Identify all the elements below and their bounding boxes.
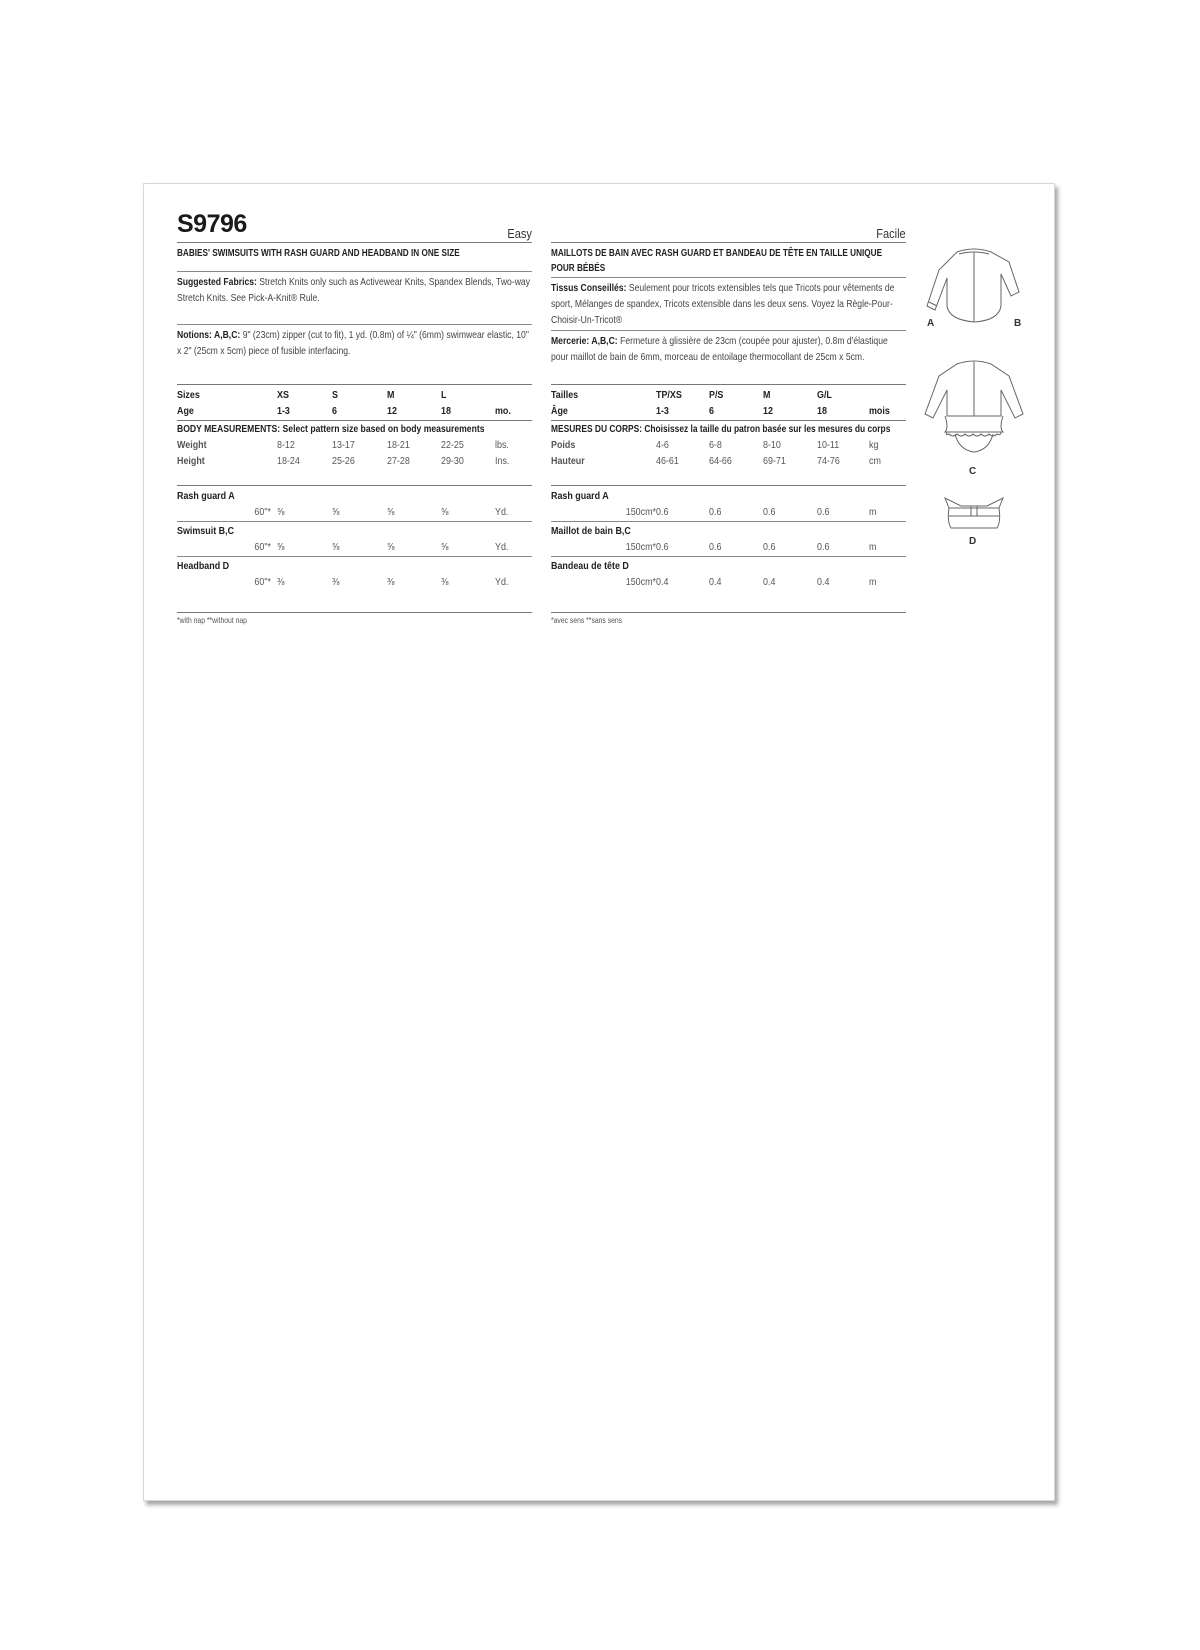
weight-label: Poids <box>551 439 576 451</box>
weight-value: 6-8 <box>709 439 722 451</box>
height-value: 46-61 <box>656 455 679 467</box>
pattern-title-fr: MAILLOTS DE BAIN AVEC RASH GUARD ET BANDEAU DE TÊTE EN TAILLE UNIQUE POUR BÉBÉS <box>551 248 883 274</box>
pattern-envelope-back <box>143 183 1055 1501</box>
view-label: Maillot de bain B,C <box>551 525 631 537</box>
yardage-value: ⅝ <box>441 506 449 518</box>
size-m: M <box>387 389 395 401</box>
age-value: 12 <box>387 405 397 417</box>
age-row-fr <box>551 403 906 419</box>
weight-row <box>177 437 532 453</box>
divider <box>551 612 906 613</box>
yardage-value: 0.6 <box>817 541 830 553</box>
sizes-label: Sizes <box>177 389 200 401</box>
yardage-view-row <box>177 488 532 504</box>
sizes-row-fr <box>551 387 906 403</box>
yardage-value: 0.6 <box>763 506 776 518</box>
body-measurements-text: BODY MEASUREMENTS: Select pattern size based on body measurements <box>177 423 485 435</box>
yardage-value: ⅝ <box>387 506 395 518</box>
yardage-value: 0.4 <box>709 576 722 588</box>
age-value: 6 <box>709 405 714 417</box>
view-label-d: D <box>969 536 977 547</box>
weight-value: 4-6 <box>656 439 669 451</box>
body-measurements-text: MESURES DU CORPS: Choisissez la taille du patron basée sur les mesures du corps <box>551 423 891 435</box>
fabrics-label: Suggested Fabrics: <box>177 276 257 288</box>
yardage-value: 0.4 <box>817 576 830 588</box>
yardage-value: 0.6 <box>763 541 776 553</box>
size-xs: TP/XS <box>656 389 682 401</box>
yardage-row-fr <box>551 574 906 590</box>
yardage-unit: m <box>869 506 877 518</box>
size-s: S <box>332 389 338 401</box>
yardage-view-row-fr <box>551 488 906 504</box>
yardage-value: 0.6 <box>817 506 830 518</box>
height-unit: Ins. <box>495 455 510 467</box>
divider <box>551 485 906 486</box>
yardage-row <box>177 574 532 590</box>
weight-value: 8-10 <box>763 439 781 451</box>
fabric-width: 60"* <box>254 541 271 553</box>
height-label: Height <box>177 455 205 467</box>
yardage-view-row <box>177 523 532 539</box>
divider <box>551 556 906 557</box>
divider <box>177 384 532 385</box>
body-measurements-heading-fr <box>551 421 906 437</box>
yardage-row <box>177 504 532 520</box>
yardage-row-fr <box>551 539 906 555</box>
yardage-value: ⅝ <box>332 506 340 518</box>
yardage-unit: m <box>869 576 877 588</box>
weight-row-fr <box>551 437 906 453</box>
age-label: Âge <box>551 405 568 417</box>
yardage-value: 0.4 <box>763 576 776 588</box>
fabric-width: 150cm* <box>625 541 656 553</box>
yardage-value: ⅜ <box>441 576 449 588</box>
view-label-b: B <box>1014 318 1022 329</box>
divider <box>177 556 532 557</box>
view-label-a: A <box>927 318 935 329</box>
yardage-value: ⅝ <box>387 541 395 553</box>
yardage-unit: Yd. <box>495 541 509 553</box>
fabric-width: 150cm* <box>625 576 656 588</box>
suggested-fabrics-fr <box>551 280 906 328</box>
weight-value: 22-25 <box>441 439 464 451</box>
yardage-unit: Yd. <box>495 576 509 588</box>
notions <box>177 327 532 359</box>
fabrics-text: Stretch Knits only such as Activewear Knits, Spandex Blends, Two-way Stretch Knits. See Pick-A-Knit® Rule. <box>177 276 531 304</box>
size-xs: XS <box>277 389 289 401</box>
divider <box>551 330 906 331</box>
size-l: L <box>441 389 447 401</box>
age-value: 18 <box>817 405 827 417</box>
view-label: Rash guard A <box>551 490 609 502</box>
height-label: Hauteur <box>551 455 585 467</box>
divider <box>551 277 906 278</box>
rash-guard-illustration-icon <box>919 234 1029 329</box>
pattern-title: BABIES' SWIMSUITS WITH RASH GUARD AND HEADBAND IN ONE SIZE <box>177 248 460 259</box>
divider <box>177 271 532 272</box>
weight-unit: lbs. <box>495 439 509 451</box>
yardage-row <box>177 539 532 555</box>
height-row-fr <box>551 453 906 469</box>
age-value: 1-3 <box>656 405 669 417</box>
yardage-unit: Yd. <box>495 506 509 518</box>
divider <box>177 485 532 486</box>
footnote: *with nap **without nap <box>177 616 247 625</box>
age-value: 18 <box>441 405 451 417</box>
view-label: Headband D <box>177 560 230 572</box>
height-value: 74-76 <box>817 455 840 467</box>
headband-illustration-icon <box>919 494 1029 534</box>
view-label-c: C <box>969 466 977 477</box>
yardage-value: ⅜ <box>387 576 395 588</box>
yardage-view-row <box>177 558 532 574</box>
weight-label: Weight <box>177 439 207 451</box>
sizes-row <box>177 387 532 403</box>
divider <box>551 242 906 243</box>
age-unit: mo. <box>495 405 511 417</box>
height-row <box>177 453 532 469</box>
yardage-value: ⅝ <box>277 541 285 553</box>
yardage-value: ⅝ <box>332 541 340 553</box>
fabric-width: 60"* <box>254 506 271 518</box>
notions-label: Notions: A,B,C: <box>177 329 241 341</box>
yardage-value: 0.6 <box>709 506 722 518</box>
weight-value: 8-12 <box>277 439 295 451</box>
suggested-fabrics <box>177 274 532 306</box>
view-label: Bandeau de tête D <box>551 560 629 572</box>
fabrics-text-fr: Seulement pour tricots extensibles tels que Tricots pour vêtements de sport, Mélanges de spandex, Tricots extensible dans les deux sens. Voyez la Règle-Pour-Choisir-Un-Tricot® <box>551 282 895 326</box>
yardage-value: 0.6 <box>709 541 722 553</box>
difficulty-level: Easy <box>507 226 532 241</box>
notions-label-fr: Mercerie: A,B,C: <box>551 335 618 347</box>
yardage-value: ⅝ <box>277 506 285 518</box>
view-label: Rash guard A <box>177 490 235 502</box>
fabric-width: 60"* <box>254 576 271 588</box>
height-value: 64-66 <box>709 455 732 467</box>
weight-value: 13-17 <box>332 439 355 451</box>
height-value: 25-26 <box>332 455 355 467</box>
notions-fr <box>551 333 906 365</box>
yardage-value: ⅜ <box>277 576 285 588</box>
weight-value: 18-21 <box>387 439 410 451</box>
yardage-value: ⅜ <box>332 576 340 588</box>
difficulty-level-fr: Facile <box>876 226 906 241</box>
notions-text: 9" (23cm) zipper (cut to fit), 1 yd. (0.8m) of ¼" (6mm) swimwear elastic, 10" x 2" (25cm x 5cm) piece of fusible interfacing. <box>177 329 529 357</box>
age-label: Age <box>177 405 194 417</box>
view-label: Swimsuit B,C <box>177 525 235 537</box>
age-value: 1-3 <box>277 405 290 417</box>
yardage-value: 0.4 <box>656 576 669 588</box>
yardage-view-row-fr <box>551 523 906 539</box>
size-m: M <box>763 389 771 401</box>
footnote-fr: *avec sens **sans sens <box>551 616 623 625</box>
yardage-value: ⅝ <box>441 541 449 553</box>
swimsuit-illustration-icon <box>919 354 1029 464</box>
age-row <box>177 403 532 419</box>
age-value: 12 <box>763 405 773 417</box>
body-measurements-heading <box>177 421 532 437</box>
divider <box>177 612 532 613</box>
yardage-value: 0.6 <box>656 541 669 553</box>
sizes-label: Tailles <box>551 389 579 401</box>
yardage-value: 0.6 <box>656 506 669 518</box>
yardage-row-fr <box>551 504 906 520</box>
weight-value: 10-11 <box>817 439 840 451</box>
age-value: 6 <box>332 405 337 417</box>
height-value: 18-24 <box>277 455 300 467</box>
yardage-view-row-fr <box>551 558 906 574</box>
height-unit: cm <box>869 455 881 467</box>
notions-text-fr: Fermeture à glissière de 23cm (coupée pour ajuster), 0.8m d'élastique pour maillot de bain de 6mm, morceau de entoilage thermocollant de 25cm x 5cm. <box>551 335 888 363</box>
divider <box>551 521 906 522</box>
divider <box>551 384 906 385</box>
fabrics-label-fr: Tissus Conseillés: <box>551 282 627 294</box>
size-l: G/L <box>817 389 832 401</box>
pattern-number: S9796 <box>177 210 247 238</box>
divider <box>177 324 532 325</box>
weight-unit: kg <box>869 439 879 451</box>
divider <box>177 521 532 522</box>
height-value: 27-28 <box>387 455 410 467</box>
yardage-unit: m <box>869 541 877 553</box>
height-value: 29-30 <box>441 455 464 467</box>
fabric-width: 150cm* <box>625 506 656 518</box>
age-unit: mois <box>869 405 890 417</box>
height-value: 69-71 <box>763 455 786 467</box>
size-s: P/S <box>709 389 724 401</box>
divider <box>177 242 532 243</box>
